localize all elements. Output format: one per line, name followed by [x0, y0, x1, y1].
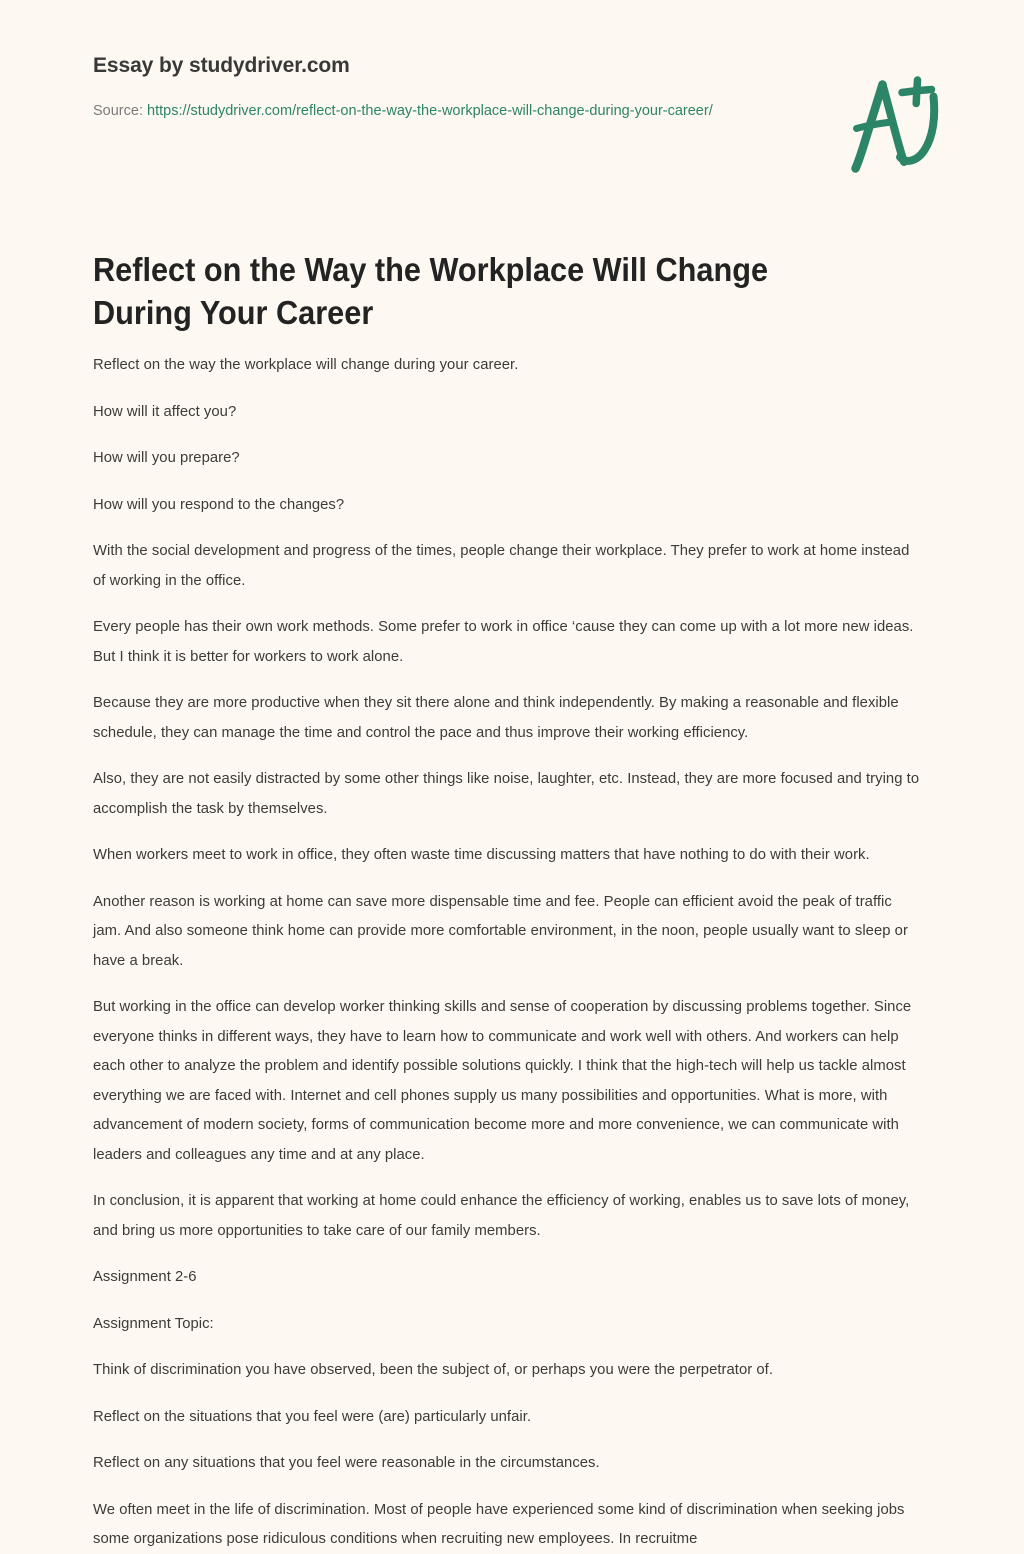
paragraph: How will you prepare?: [93, 449, 240, 466]
paragraph: How will it affect you?: [93, 402, 237, 420]
page-title: Reflect on the Way the Workplace Will Change During Your Career: [93, 251, 769, 331]
article-body: [93, 350, 945, 1554]
brand-title: Essay by studydriver.com: [93, 54, 350, 77]
paragraph: How will you respond to the changes?: [93, 495, 345, 513]
paragraph: When workers meet to work in office, they often waste time discussing matters that have nothing to do with their work.: [93, 846, 870, 863]
paragraph: In conclusion, it is apparent that working at home could enhance the efficiency of working, enables us to save lots of money, and bring us more opportunities to take care of our family members.: [93, 1192, 910, 1239]
source-line: [93, 98, 753, 124]
paragraph: Because they are more productive when they sit there alone and think independently. By making a reasonable and flexible schedule, they can manage the time and control the pace and thus improve their working efficiency.: [93, 694, 899, 741]
paragraph: Another reason is working at home can save more dispensable time and fee. People can efficient avoid the peak of traffic jam. And also someone think home can provide more comfortable environment, in the noon, people usually want to sleep or have a break.: [93, 892, 908, 969]
paragraph: With the social development and progress of the times, people change their workplace. They prefer to work at home instead of working in the office.: [93, 542, 910, 589]
paragraph: Every people has their own work methods. Some prefer to work in office ‘cause they can come up with a lot more new ideas. But I think it is better for workers to work alone.: [93, 618, 914, 665]
a-plus-logo-icon: [838, 72, 950, 184]
paragraph: Reflect on any situations that you feel were reasonable in the circumstances.: [93, 1454, 600, 1471]
paragraph: Reflect on the way the workplace will change during your career.: [93, 356, 519, 373]
paragraph: We often meet in the life of discrimination. Most of people have experienced some kind of discrimination when seeking jobs some organizations pose ridiculous conditions when recruiting new employees. In recruitme: [93, 1500, 905, 1547]
paragraph: Also, they are not easily distracted by some other things like noise, laughter, etc. Instead, they are more focused and trying to accomplish the task by themselves.: [93, 770, 920, 817]
paragraph: Think of discrimination you have observed, been the subject of, or perhaps you were the perpetrator of.: [93, 1361, 773, 1378]
paragraph: Assignment 2-6: [93, 1268, 197, 1285]
document-header: [93, 52, 953, 124]
paragraph: But working in the office can develop worker thinking skills and sense of cooperation by discussing problems together. Since everyone thinks in different ways, they have to learn how to communicate and work well with others. And workers can help each other to analyze the problem and identify possible solutions quickly. I think that the high-tech will help us tackle almost everything we are faced with. Internet and cell phones supply us many possibilities and opportunities. What is more, with advancement of modern society, forms of communication become more and more convenience, we can communicate with leaders and colleagues any time and at any place.: [93, 998, 912, 1163]
paragraph: Reflect on the situations that you feel were (are) particularly unfair.: [93, 1407, 532, 1425]
source-url-link[interactable]: https://studydriver.com/reflect-on-the-way-the-workplace-will-change-during-your-career/: [147, 103, 713, 119]
paragraph: Assignment Topic:: [93, 1314, 214, 1332]
source-label: Source:: [93, 103, 143, 119]
